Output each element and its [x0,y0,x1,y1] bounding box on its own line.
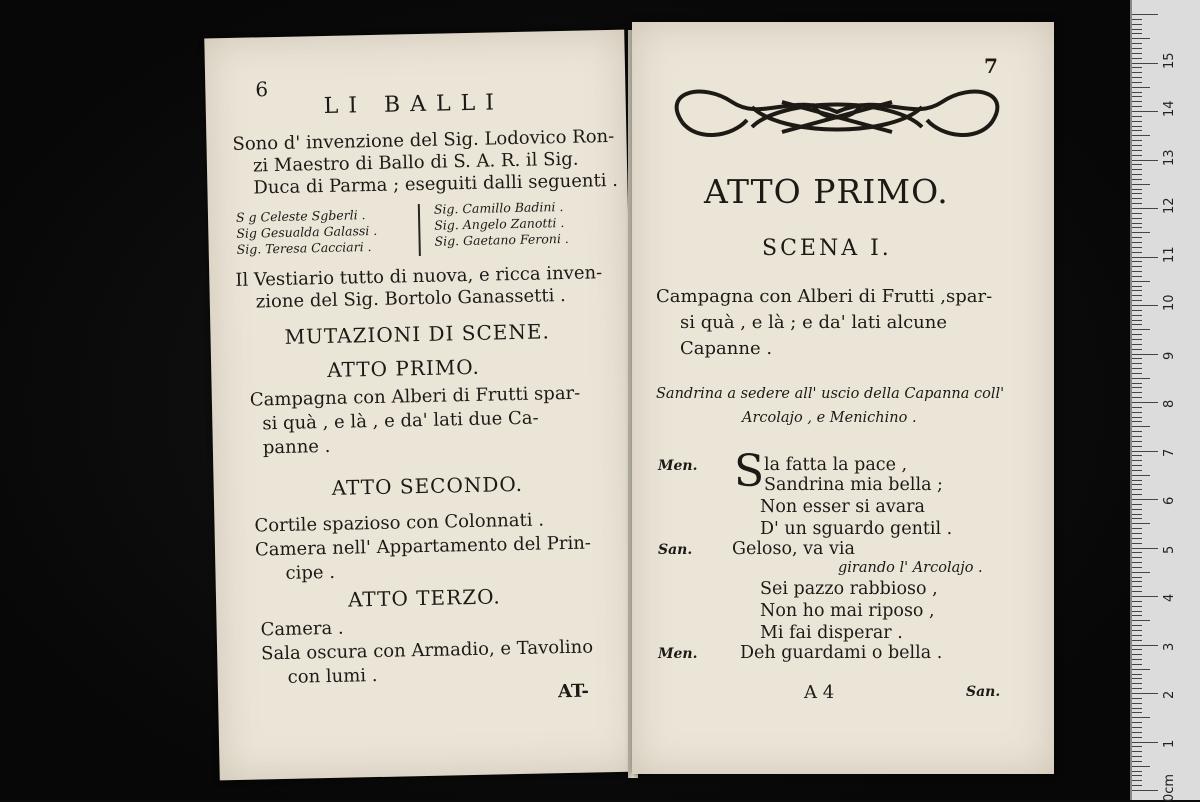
verse-line-8: Mi fai disperar . [760,623,903,643]
ruler-tick [1132,72,1142,73]
atto-secondo-line-2: Camera nell' Appartamento del Prin- [254,532,592,561]
atto-secondo-line-3: cipe . [285,561,336,584]
ruler-tick [1132,184,1150,185]
speaker-san: San. [658,542,693,558]
ruler-tick [1132,552,1142,553]
ornament-headpiece [662,82,1012,148]
ruler-tick [1132,606,1142,607]
ruler-tick [1132,378,1150,379]
ruler-tick [1132,737,1142,738]
ruler-tick [1132,674,1142,675]
ruler-label: 6 [1162,496,1177,505]
ruler-tick [1132,426,1150,427]
ruler-tick [1132,412,1142,413]
ruler-tick [1132,761,1142,762]
atto-secondo-heading: ATTO SECONDO. [331,471,524,500]
ruler-tick [1132,712,1142,713]
ruler-tick [1132,140,1142,141]
costume-line-1: Il Vestiario tutto di nuova, e ricca inven- [235,262,603,291]
ruler-tick [1132,349,1142,350]
atto-terzo-heading: ATTO TERZO. [347,584,501,612]
ruler-label: 9 [1162,351,1177,360]
ruler-tick [1132,678,1142,679]
ruler-tick [1132,635,1142,636]
ruler-tick [1132,509,1142,510]
ruler-tick [1132,451,1158,452]
ruler-tick [1132,227,1142,228]
ruler-tick [1132,669,1150,670]
setting-line-3: Capanne . [680,338,773,359]
ruler-tick [1132,310,1142,311]
ruler-tick [1132,19,1142,20]
ruler-tick [1132,538,1142,539]
ruler-tick [1132,645,1158,646]
ruler-tick [1132,790,1158,791]
ruler-tick [1132,470,1142,471]
ruler-tick [1132,276,1142,277]
speaker-men-1: Men. [658,458,698,474]
ruler-tick [1132,164,1142,165]
ruler-tick [1132,87,1150,88]
ruler-tick [1132,567,1142,568]
left-page [204,30,639,781]
ruler-tick [1132,766,1150,767]
intro-line-3: Duca di Parma ; eseguiti dalli seguenti . [253,169,619,199]
atto-terzo-line-2: Sala oscura con Armadio, e Tavolino [260,636,594,665]
ruler-tick [1132,121,1142,122]
ruler-tick [1132,368,1142,369]
ruler-tick [1132,252,1142,253]
ruler-tick [1132,38,1150,39]
verse-line-2: Sandrina mia bella ; [764,475,943,495]
ruler-tick [1132,499,1158,500]
ruler-tick [1132,460,1142,461]
ruler-tick [1132,339,1142,340]
ruler-tick [1132,29,1142,30]
verse-line-5: Geloso, va via [732,539,855,559]
mutazioni-heading: MUTAZIONI DI SCENE. [284,319,551,349]
ruler-tick [1132,358,1142,359]
ruler-tick [1132,572,1150,573]
atto-primo-line-3: panne . [262,435,331,459]
ruler-tick [1132,208,1158,209]
dancer-divider [418,204,421,256]
ruler-tick [1132,261,1142,262]
ruler-label: 14 [1162,100,1177,117]
setting-line-1: Campagna con Alberi di Frutti ,spar- [656,286,993,307]
ruler-tick [1132,213,1142,214]
ruler-tick [1132,82,1142,83]
ruler-tick [1132,514,1142,515]
ruler-tick [1132,518,1142,519]
ruler-tick [1132,654,1142,655]
ruler-tick [1132,324,1142,325]
ruler-tick [1132,48,1142,49]
ruler-tick [1132,286,1142,287]
dancer-right-1: Sig. Camillo Badini . [433,198,564,217]
ruler-label: 0cm [1162,773,1177,802]
ruler-tick [1132,581,1142,582]
ruler-tick [1132,257,1158,258]
ruler-tick [1132,465,1142,466]
ruler-tick [1132,771,1142,772]
atto-primo-heading: ATTO PRIMO. [326,354,481,382]
ruler-tick [1132,329,1150,330]
verse-line-6: Sei pazzo rabbioso , [760,579,938,599]
dancer-right-3: Sig. Gaetano Feroni . [434,230,569,249]
page-number-right: 7 [984,54,998,78]
ruler-tick [1132,528,1142,529]
ruler-tick [1132,232,1150,233]
signature-mark: A 4 [804,682,835,703]
ruler-tick [1132,489,1142,490]
ruler-tick [1132,320,1142,321]
ruler-tick [1132,601,1142,602]
ruler-tick [1132,756,1142,757]
act-title: ATTO PRIMO. [704,172,949,211]
ruler-tick [1132,615,1142,616]
verse-line-7: Non ho mai riposo , [760,601,935,621]
ruler-tick [1132,43,1142,44]
right-page [632,22,1054,774]
ruler-tick [1132,688,1142,689]
atto-terzo-line-1: Camera . [260,617,344,641]
measuring-ruler [1130,0,1200,800]
ruler-tick [1132,785,1142,786]
ruler-tick [1132,92,1142,93]
verse-line-1: la fatta la pace , [764,455,908,475]
ruler-tick [1132,33,1142,34]
ruler-tick [1132,402,1158,403]
costume-line-2: zione del Sig. Bortolo Ganassetti . [255,284,567,313]
ruler-tick [1132,266,1142,267]
ruler-tick [1132,683,1142,684]
ruler-label: 8 [1162,399,1177,408]
ruler-tick [1132,383,1142,384]
ruler-tick [1132,203,1142,204]
ruler-tick [1132,126,1142,127]
ruler-tick [1132,630,1142,631]
ruler-tick [1132,290,1142,291]
intro-line-1: Sono d' invenzione del Sig. Lodovico Ron- [232,125,615,155]
ruler-tick [1132,247,1142,248]
ruler-tick [1132,174,1142,175]
ruler-tick [1132,130,1142,131]
ruler-tick [1132,649,1142,650]
ruler-tick [1132,344,1142,345]
scene-title: SCENA I. [762,236,892,261]
ruler-tick [1132,436,1142,437]
ruler-tick [1132,373,1142,374]
ruler-tick [1132,397,1142,398]
ruler-tick [1132,475,1150,476]
ruler-tick [1132,577,1142,578]
ruler-tick [1132,295,1142,296]
ruler-tick [1132,145,1142,146]
ruler-tick [1132,14,1158,15]
drop-cap: S [734,446,765,497]
ruler-tick [1132,189,1142,190]
ruler-tick [1132,315,1142,316]
ruler-tick [1132,659,1142,660]
ruler-tick [1132,237,1142,238]
ruler-tick [1132,780,1142,781]
ruler-tick [1132,722,1142,723]
ruler-label: 3 [1162,642,1177,651]
ruler-tick [1132,300,1142,301]
ruler-tick [1132,106,1142,107]
ruler-tick [1132,557,1142,558]
ruler-tick [1132,407,1142,408]
ruler-tick [1132,160,1158,161]
ruler-tick [1132,101,1142,102]
ruler-tick [1132,77,1142,78]
ruler-tick [1132,53,1142,54]
ruler-tick [1132,596,1158,597]
ruler-tick [1132,354,1158,355]
ruler-tick [1132,431,1142,432]
ruler-tick [1132,484,1142,485]
dancer-left-3: Sig. Teresa Cacciari . [236,239,372,257]
ruler-tick [1132,548,1158,549]
ruler-label: 2 [1162,690,1177,699]
ruler-tick [1132,417,1142,418]
ruler-tick [1132,586,1142,587]
ruler-tick [1132,693,1158,694]
ruler-tick [1132,111,1158,112]
dancer-left-1: S g Celeste Sgberli . [235,207,366,225]
ruler-tick [1132,271,1142,272]
ruler-tick [1132,717,1150,718]
verse-line-9: Deh guardami o bella . [740,643,943,663]
ruler-tick [1132,523,1150,524]
ruler-tick [1132,625,1142,626]
ruler-tick [1132,242,1142,243]
ruler-tick [1132,708,1142,709]
ruler-tick [1132,363,1142,364]
ruler-tick [1132,67,1142,68]
ruler-label: 1 [1162,739,1177,748]
ruler-tick [1132,281,1150,282]
ruler-label: 5 [1162,545,1177,554]
ruler-label: 12 [1162,197,1177,214]
ruler-tick [1132,640,1142,641]
ruler-label: 10 [1162,294,1177,311]
ruler-tick [1132,193,1142,194]
verse-line-4: D' un sguardo gentil . [760,519,953,539]
ruler-tick [1132,543,1142,544]
ruler-label: 11 [1162,245,1177,263]
atto-primo-line-2: si quà , e là , e da' lati due Ca- [262,407,539,435]
ruler-tick [1132,441,1142,442]
stage-direction-2: Arcolajo , e Menichino . [742,410,917,426]
ruler-tick [1132,591,1142,592]
ruler-tick [1132,664,1142,665]
ruler-tick [1132,150,1142,151]
ruler-tick [1132,703,1142,704]
dancer-right-2: Sig. Angelo Zanotti . [434,214,565,233]
ruler-tick [1132,334,1142,335]
ruler-tick [1132,775,1142,776]
speaker-men-2: Men. [658,646,698,662]
catchword-left: AT- [557,680,590,703]
intro-line-2: zi Maestro di Ballo di S. A. R. il Sig. [252,148,579,177]
ruler-label: 15 [1162,51,1177,69]
ruler-tick [1132,96,1142,97]
ruler-tick [1132,179,1142,180]
ruler-tick [1132,732,1142,733]
ruler-tick [1132,494,1142,495]
stage-direction-1: Sandrina a sedere all' uscio della Capanna coll' [656,386,1005,402]
ruler-tick [1132,746,1142,747]
ruler-tick [1132,223,1142,224]
verse-line-3: Non esser si avara [760,497,925,517]
ruler-tick [1132,218,1142,219]
ruler-tick [1132,751,1142,752]
atto-primo-line-1: Campagna con Alberi di Frutti spar- [249,382,581,411]
page-number-left: 6 [255,77,269,102]
stage-direction-arcolajo: girando l' Arcolajo . [838,560,983,576]
ruler-tick [1132,135,1150,136]
ruler-tick [1132,116,1142,117]
ruler-tick [1132,727,1142,728]
setting-line-2: si quà , e là ; e da' lati alcune [680,312,948,333]
ruler-tick [1132,611,1142,612]
ruler-tick [1132,455,1142,456]
ruler-tick [1132,620,1150,621]
ruler-label: 4 [1162,593,1177,602]
ruler-tick [1132,305,1158,306]
ruler-tick [1132,155,1142,156]
catchword-right: San. [966,684,1001,700]
dancer-left-2: Sig Gesualda Galassi . [236,222,378,241]
ruler-label: 13 [1162,148,1177,166]
ruler-tick [1132,562,1142,563]
ruler-tick [1132,480,1142,481]
ruler-tick [1132,446,1142,447]
ruler-tick [1132,198,1142,199]
ruler-tick [1132,392,1142,393]
atto-terzo-line-3: con lumi . [287,664,378,688]
ruler-tick [1132,421,1142,422]
ruler-tick [1132,58,1142,59]
ruler-tick [1132,169,1142,170]
ruler-tick [1132,63,1158,64]
ruler-label: 7 [1162,448,1177,457]
ruler-tick [1132,698,1142,699]
ruler-tick [1132,387,1142,388]
atto-secondo-line-1: Cortile spazioso con Colonnati . [254,509,545,537]
ruler-tick [1132,504,1142,505]
ruler-tick [1132,24,1142,25]
heading-li-balli: LI BALLI [323,90,505,119]
ruler-tick [1132,742,1158,743]
ruler-tick [1132,533,1142,534]
